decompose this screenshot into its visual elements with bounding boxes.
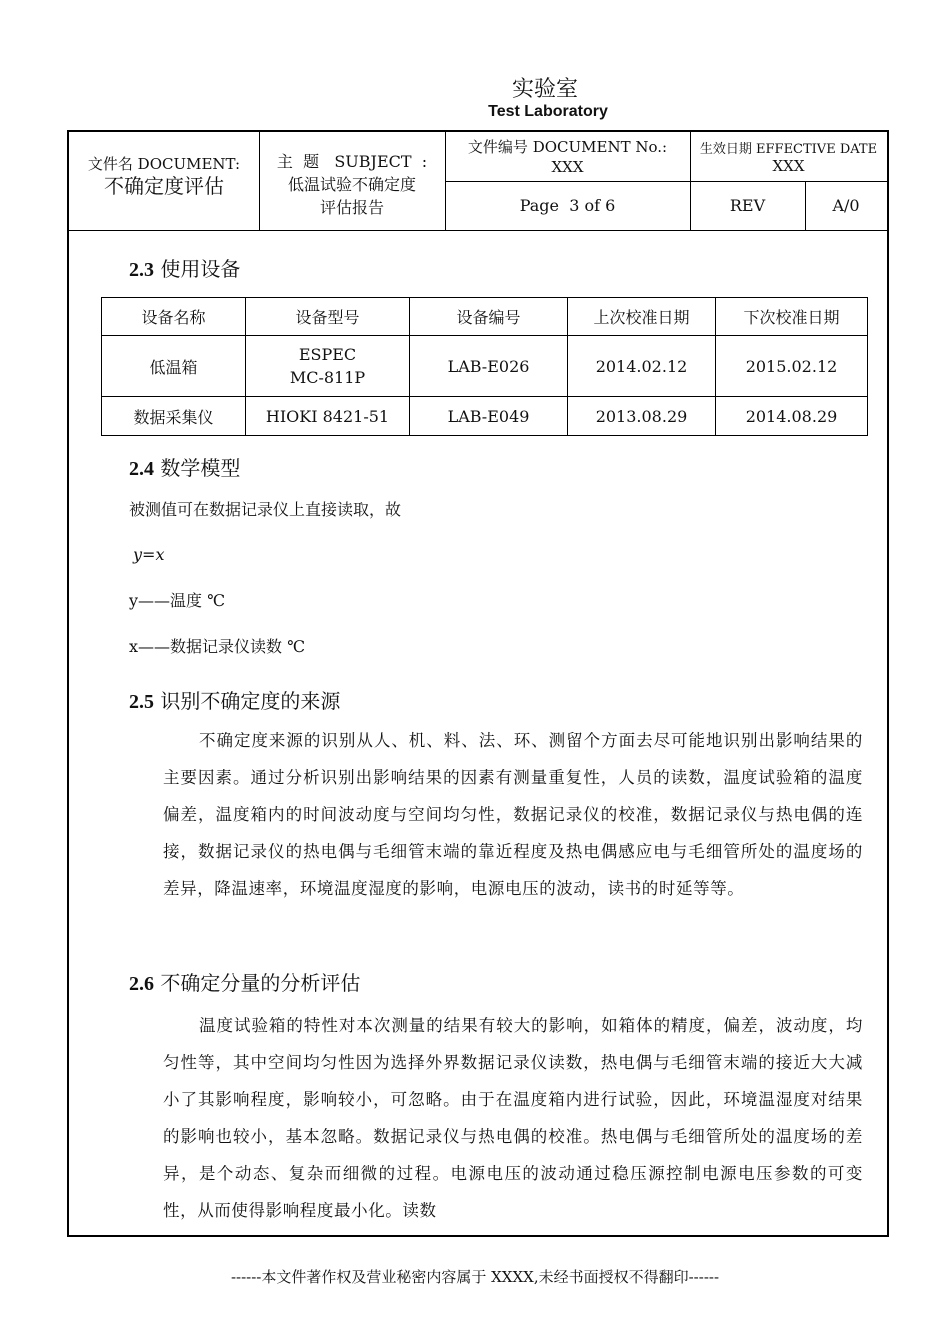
- model-intro: 被测值可在数据记录仪上直接读取，故: [129, 500, 402, 519]
- table-row: [102, 397, 868, 436]
- section-2-4-heading: [129, 452, 240, 481]
- doc-no-value: XXX: [551, 158, 584, 176]
- table-header-cell: 下次校准日期: [716, 298, 868, 336]
- section-2-3-heading: [129, 253, 240, 282]
- effective-date-cell: [690, 141, 887, 175]
- table-cell: 2014.02.12: [568, 336, 716, 397]
- section-2-6-heading: [129, 967, 360, 996]
- subject-label: 主 题 SUBJECT :: [276, 152, 428, 171]
- section-number: 2.6: [129, 973, 154, 995]
- table-cell: LAB-E049: [410, 397, 568, 436]
- document-header-table: [69, 132, 887, 231]
- section-number: 2.3: [129, 259, 154, 281]
- model-line1: ESPEC: [298, 345, 357, 364]
- doc-name-label: 文件名 DOCUMENT:: [87, 155, 241, 173]
- page-number: Page 3 of 6: [519, 196, 616, 215]
- section-2-5-heading: [129, 685, 340, 714]
- rev-value: A/0: [832, 196, 860, 215]
- lab-subtitle: Test Laboratory: [488, 103, 608, 120]
- section-2-6-body: 温度试验箱的特性对本次测量的结果有较大的影响，如箱体的精度，偏差，波动度，均匀性等，其中空间均匀性因为选择外界数据记录仪读数，热电偶与毛细管末端的接近大大减小了其影响程度，影响较小，可忽略。由于在温度箱内进行试验，因此，环境温湿度对结果的影响也较小，基本忽略。数据记录仪与热电偶的校准。热电偶与毛细管所处的温度场的差异，是个动态、复杂而细微的过程。电源电压的波动通过稳压源控制电源电压参数的可变性，从而使得影响程度最小化。读数: [163, 1016, 863, 1220]
- table-cell: [246, 336, 410, 397]
- subject-cell: [259, 150, 445, 219]
- model-line2: MC-811P: [289, 368, 366, 387]
- equipment-table: [101, 297, 868, 436]
- section-title: 识别不确定度的来源: [160, 689, 341, 713]
- rev-label: REV: [729, 196, 766, 215]
- variable-definition-x: x——数据记录仪读数 ℃: [129, 637, 306, 656]
- subject-value-line1: 低温试验不确定度: [287, 175, 416, 194]
- table-cell: LAB-E026: [410, 336, 568, 397]
- section-number: 2.5: [129, 691, 154, 713]
- table-header-row: [102, 298, 868, 336]
- subject-value-line2: 评估报告: [319, 198, 384, 217]
- formula: y=x: [133, 545, 165, 564]
- section-2-5-body: 不确定度来源的识别从人、机、料、法、环、测留个方面去尽可能地识别出影响结果的主要因素。通过分析识别出影响结果的因素有测量重复性，人员的读数，温度试验箱的温度偏差，温度箱内的时间波动度与空间均匀性，数据记录仪的校准，数据记录仪与热电偶的连接，数据记录仪的热电偶与毛细管末端的靠近程度及热电偶感应电与毛细管所处的温度场的差异，降温速率，环境温度湿度的影响，电源电压的波动，读书的时延等等。: [163, 731, 863, 898]
- section-title: 不确定分量的分析评估: [160, 971, 361, 995]
- doc-name-value: 不确定度评估: [104, 174, 224, 198]
- section-title: 数学模型: [160, 456, 241, 480]
- doc-no-cell: [445, 137, 690, 177]
- table-header-cell: 设备编号: [410, 298, 568, 336]
- table-cell: 数据采集仪: [102, 397, 246, 436]
- doc-no-label: 文件编号 DOCUMENT No.:: [467, 138, 668, 156]
- table-cell: HIOKI 8421-51: [246, 397, 410, 436]
- table-header-cell: 设备名称: [102, 298, 246, 336]
- effective-date-value: XXX: [772, 157, 805, 175]
- table-cell: 2013.08.29: [568, 397, 716, 436]
- table-header-cell: 设备型号: [246, 298, 410, 336]
- effective-date-label: 生效日期 EFFECTIVE DATE: [699, 142, 878, 157]
- table-cell: 低温箱: [102, 336, 246, 397]
- document-frame: [67, 130, 889, 1237]
- variable-definition-y: y——温度 ℃: [129, 591, 226, 610]
- table-cell: 2015.02.12: [716, 336, 868, 397]
- table-row: [102, 336, 868, 397]
- table-cell: 2014.08.29: [716, 397, 868, 436]
- footer-copyright: ------本文件著作权及营业秘密内容属于 XXXX,未经书面授权不得翻印------: [230, 1268, 720, 1286]
- table-header-cell: 上次校准日期: [568, 298, 716, 336]
- doc-name-cell: [69, 154, 259, 198]
- section-title: 使用设备: [160, 257, 241, 281]
- section-number: 2.4: [129, 458, 154, 480]
- lab-title: 实验室: [511, 77, 578, 102]
